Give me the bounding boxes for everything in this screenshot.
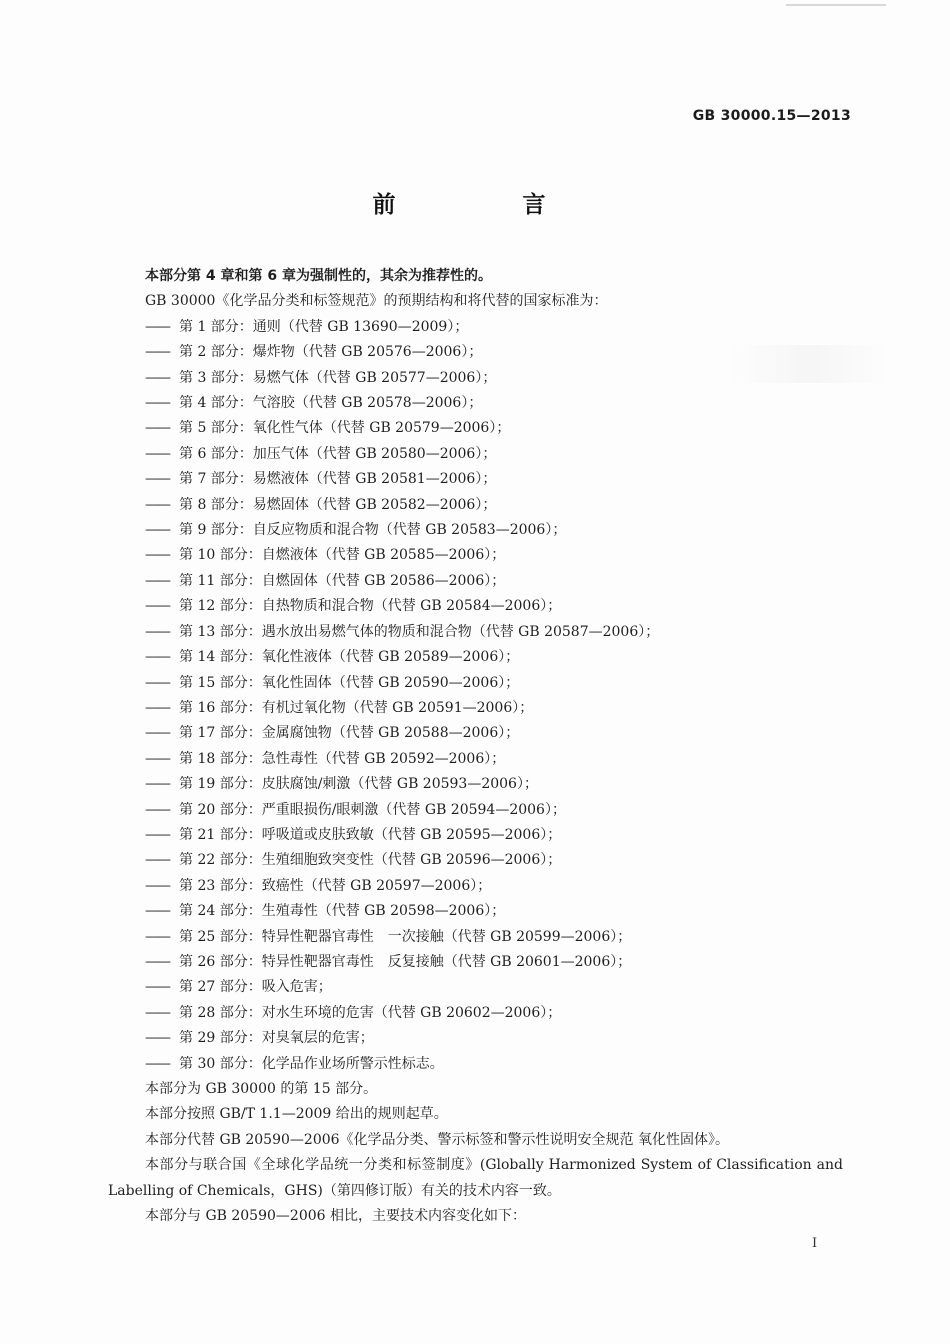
list-item (108, 772, 843, 797)
list-dash: —— (145, 623, 169, 640)
list-dash: —— (145, 420, 169, 437)
list-item-text: 第 24 部分：生殖毒性（代替 GB 20598—2006）； (179, 903, 506, 920)
list-dash: —— (145, 953, 169, 970)
list-dash: —— (145, 1004, 169, 1021)
list-dash: —— (145, 649, 169, 666)
list-item-text: 第 12 部分：自热物质和混合物（代替 GB 20584—2006）； (179, 598, 562, 615)
list-item (108, 975, 843, 1000)
top-edge-mark (786, 4, 886, 6)
list-item (108, 645, 843, 670)
list-item-text: 第 15 部分：氧化性固体（代替 GB 20590—2006）； (179, 674, 520, 691)
list-item-text: 第 2 部分：爆炸物（代替 GB 20576—2006）； (179, 344, 483, 361)
list-item-text: 第 25 部分：特异性靶器官毒性 一次接触（代替 GB 20599—2006）； (179, 928, 632, 945)
list-dash: —— (145, 318, 169, 335)
list-item (108, 747, 843, 772)
list-item-text: 第 18 部分：急性毒性（代替 GB 20592—2006）； (179, 750, 506, 767)
part-of-paragraph: 本部分为 GB 30000 的第 15 部分。 (145, 1081, 378, 1097)
list-item-text: 第 22 部分：生殖细胞致突变性（代替 GB 20596—2006）； (179, 852, 562, 869)
list-item-text: 第 23 部分：致癌性（代替 GB 20597—2006）； (179, 877, 492, 894)
list-item (108, 366, 843, 391)
list-dash: —— (145, 496, 169, 513)
list-item (108, 696, 843, 721)
preface-body (108, 264, 843, 1229)
list-item-text: 第 28 部分：对水生环境的危害（代替 GB 20602—2006）； (179, 1004, 562, 1021)
list-item (108, 493, 843, 518)
list-item (108, 899, 843, 924)
list-dash: —— (145, 801, 169, 818)
parts-list (108, 315, 843, 1077)
list-item-text: 第 14 部分：氧化性液体（代替 GB 20589—2006）； (179, 649, 520, 666)
list-dash: —— (145, 522, 169, 539)
consistency-paragraph: 本部分与联合国《全球化学品统一分类和标签制度》(Globally Harmonized System of Classification and Labelling of Chemicals，GHS)（第四修订版）有关的技术内容一致。 (108, 1157, 843, 1199)
changes-intro-paragraph: 本部分与 GB 20590—2006 相比，主要技术内容变化如下： (145, 1208, 526, 1225)
list-item-text: 第 6 部分：加压气体（代替 GB 20580—2006）； (179, 445, 497, 462)
list-item-text: 第 10 部分：自燃液体（代替 GB 20585—2006）； (179, 547, 506, 564)
list-item (108, 467, 843, 492)
list-item-text: 第 7 部分：易燃液体（代替 GB 20581—2006）； (179, 471, 497, 488)
list-item (108, 594, 843, 619)
list-dash: —— (145, 903, 169, 920)
list-item (108, 848, 843, 873)
list-dash: —— (145, 699, 169, 716)
list-item (108, 1001, 843, 1026)
list-item (108, 950, 843, 975)
list-dash: —— (145, 1055, 169, 1072)
list-dash: —— (145, 445, 169, 462)
list-item-text: 第 21 部分：呼吸道或皮肤致敏（代替 GB 20595—2006）； (179, 826, 562, 843)
list-dash: —— (145, 471, 169, 488)
list-item (108, 543, 843, 568)
list-item (108, 874, 843, 899)
list-dash: —— (145, 877, 169, 894)
list-item (108, 721, 843, 746)
list-item-text: 第 29 部分：对臭氧层的危害； (179, 1030, 374, 1047)
page-number: I (812, 1236, 818, 1251)
list-item-text: 第 1 部分：通则（代替 GB 13690—2009）； (179, 318, 469, 335)
list-item-text: 第 30 部分：化学品作业场所警示性标志。 (179, 1055, 444, 1072)
list-dash: —— (145, 369, 169, 386)
list-item-text: 第 17 部分：金属腐蚀物（代替 GB 20588—2006）； (179, 725, 520, 742)
list-dash: —— (145, 928, 169, 945)
list-dash: —— (145, 725, 169, 742)
list-item-text: 第 26 部分：特异性靶器官毒性 反复接触（代替 GB 20601—2006）； (179, 953, 632, 970)
list-item (108, 1052, 843, 1077)
list-item (108, 925, 843, 950)
list-dash: —— (145, 826, 169, 843)
list-item (108, 518, 843, 543)
list-item (108, 391, 843, 416)
list-item (108, 416, 843, 441)
list-dash: —— (145, 547, 169, 564)
list-item-text: 第 4 部分：气溶胶（代替 GB 20578—2006）； (179, 395, 483, 412)
list-item-text: 第 9 部分：自反应物质和混合物（代替 GB 20583—2006）； (179, 522, 567, 539)
list-item-text: 第 13 部分：遇水放出易燃气体的物质和混合物（代替 GB 20587—2006）； (179, 623, 660, 640)
structure-intro: GB 30000《化学品分类和标签规范》的预期结构和将代替的国家标准为： (145, 293, 608, 310)
list-dash: —— (145, 395, 169, 412)
list-item (108, 442, 843, 467)
list-dash: —— (145, 598, 169, 615)
list-item (108, 569, 843, 594)
list-item-text: 第 16 部分：有机过氧化物（代替 GB 20591—2006）； (179, 699, 534, 716)
list-dash: —— (145, 776, 169, 793)
standard-code: GB 30000.15—2013 (692, 108, 851, 124)
list-item (108, 798, 843, 823)
list-item (108, 315, 843, 340)
list-item-text: 第 3 部分：易燃气体（代替 GB 20577—2006）； (179, 369, 497, 386)
list-dash: —— (145, 1030, 169, 1047)
list-item (108, 1026, 843, 1051)
list-dash: —— (145, 979, 169, 996)
list-item-text: 第 27 部分：吸入危害； (179, 979, 332, 996)
list-item (108, 671, 843, 696)
list-item-text: 第 19 部分：皮肤腐蚀/刺激（代替 GB 20593—2006）； (179, 776, 538, 793)
list-item-text: 第 20 部分：严重眼损伤/眼刺激（代替 GB 20594—2006）； (179, 801, 566, 818)
list-item-text: 第 5 部分：氧化性气体（代替 GB 20579—2006）； (179, 420, 511, 437)
replaces-paragraph: 本部分代替 GB 20590—2006《化学品分类、警示标签和警示性说明安全规范 氧化性固体》。 (145, 1131, 729, 1148)
drafting-rules-paragraph: 本部分按照 GB/T 1.1—2009 给出的规则起草。 (145, 1106, 448, 1123)
mandatory-note: 本部分第 4 章和第 6 章为强制性的，其余为推荐性的。 (145, 268, 492, 284)
list-dash: —— (145, 852, 169, 869)
list-dash: —— (145, 750, 169, 767)
list-item (108, 340, 843, 365)
list-item-text: 第 11 部分：自燃固体（代替 GB 20586—2006）； (179, 572, 506, 589)
list-item (108, 823, 843, 848)
list-dash: —— (145, 674, 169, 691)
list-item-text: 第 8 部分：易燃固体（代替 GB 20582—2006）； (179, 496, 497, 513)
list-item (108, 620, 843, 645)
list-dash: —— (145, 344, 169, 361)
list-dash: —— (145, 572, 169, 589)
page-title: 前 言 (372, 192, 598, 218)
